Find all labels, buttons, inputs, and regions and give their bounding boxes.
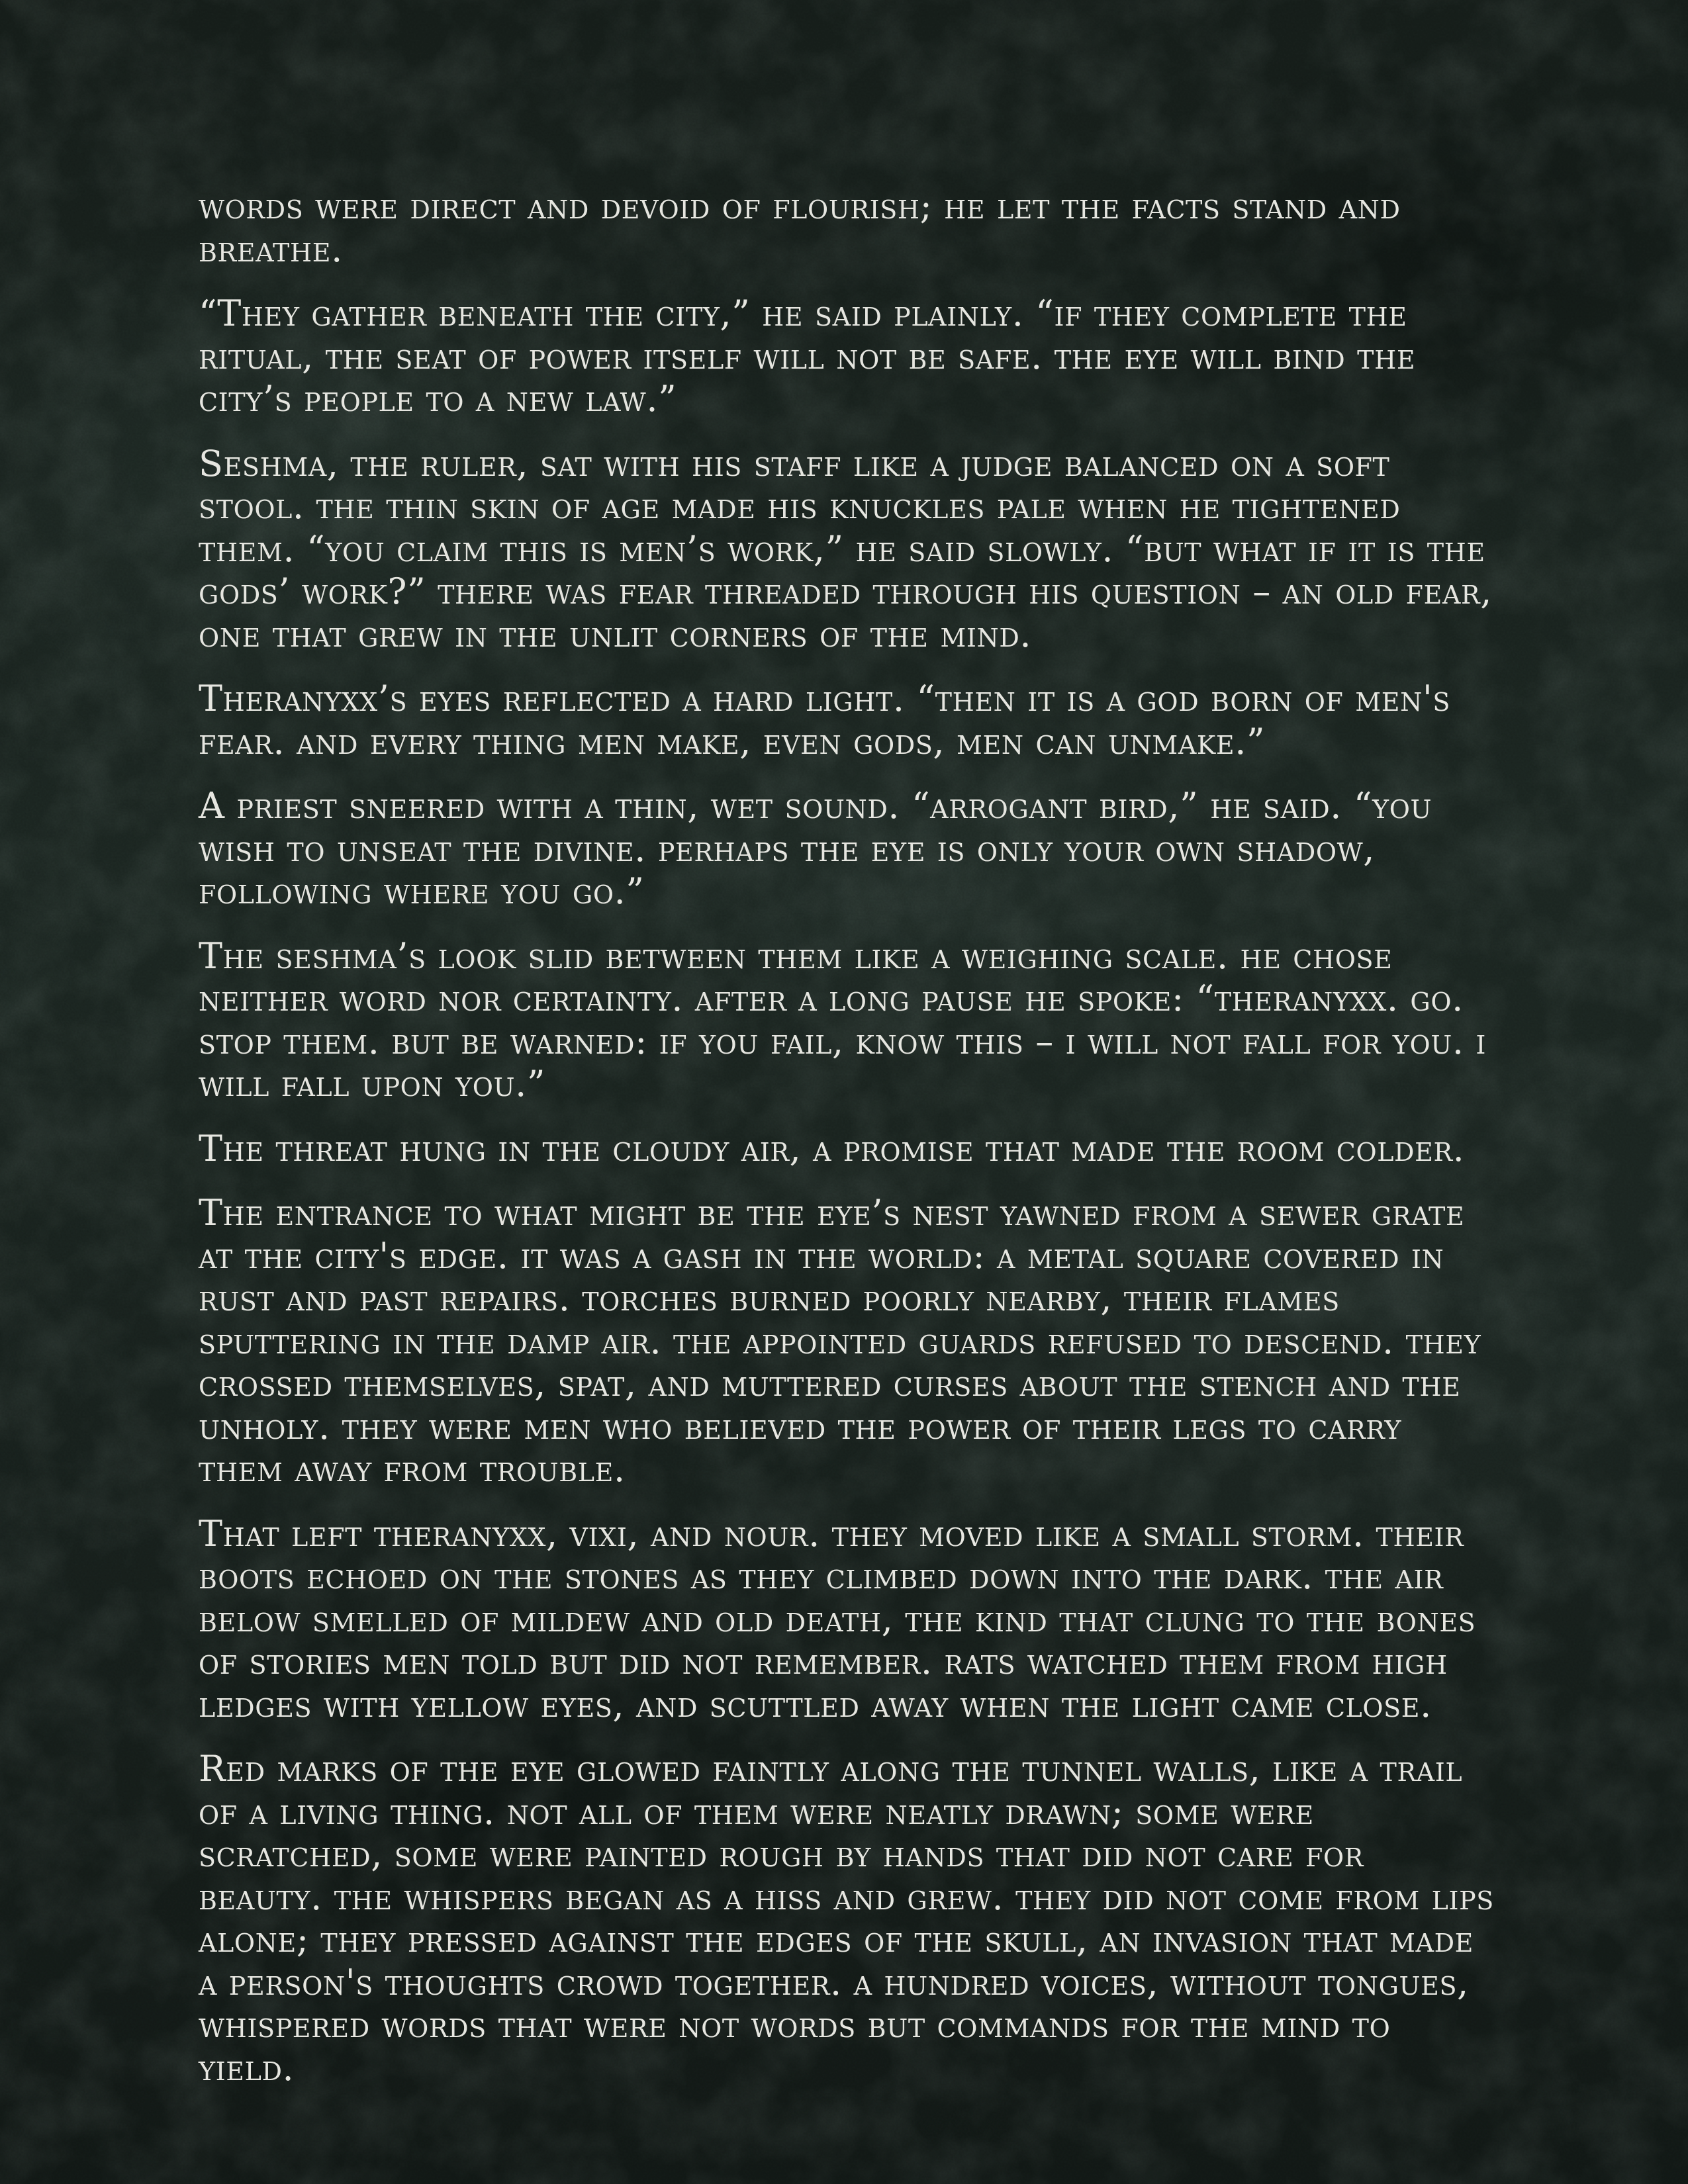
story-text-body <box>199 185 1496 2111</box>
paragraph-seshma-staff: Seshma, the ruler, sat with his staff like a judge balanced on a soft stool. the thin skin of age made his knuckles pale when he tightened them. “you claim this is men’s work,” he said slowly. “but what if it is the gods’ work?” there was fear threaded through his question – an old fear, one that grew in the unlit corners of the mind. <box>199 442 1492 655</box>
paragraph-theranyxx-eyes: Theranyxx’s eyes reflected a hard light. “then it is a god born of men's fear. and every thing men make, even gods, men can unmake.” <box>199 678 1451 762</box>
paragraph-red-marks: Red marks of the eye glowed faintly along the tunnel walls, like a trail of a living thing. not all of them were neatly drawn; some were scratched, some were painted rough by hands that did not care for beauty. the whispers began as a hiss and grew. they did not come from lips alone; they pressed against the edges of the skull, an invasion that made a person's thoughts crowd together. a hundred voices, without tongues, whispered words that were not words but commands for the mind to yield. <box>199 1748 1494 2089</box>
paragraph-sewer-entrance: The entrance to what might be the eye’s nest yawned from a sewer grate at the city's edge. it was a gash in the world: a metal square covered in rust and past repairs. torches burned poorly nearby, their flames sputtering in the damp air. the appointed guards refused to descend. they crossed themselves, spat, and muttered curses about the stench and the unholy. they were men who believed the power of their legs to carry them away from trouble. <box>199 1192 1481 1490</box>
paragraph-priest-sneer: A priest sneered with a thin, wet sound. “arrogant bird,” he said. “you wish to unseat the divine. perhaps the eye is only your own shadow, following where you go.” <box>199 785 1432 912</box>
paragraph-gather-beneath-city: “They gather beneath the city,” he said plainly. “if they complete the ritual, the seat of power itself will not be safe. the eye will bind the city’s people to a new law.” <box>199 293 1416 420</box>
paragraph-descent: That left theranyxx, vixi, and nour. they moved like a small storm. their boots echoed on the stones as they climbed down into the dark. the air below smelled of mildew and old death, the kind that clung to the bones of stories men told but did not remember. rats watched them from high ledges with yellow eyes, and scuttled away when the light came close. <box>199 1512 1476 1725</box>
paragraph-seshma-decision: The seshma’s look slid between them like a weighing scale. he chose neither word nor certainty. after a long pause he spoke: “theranyxx. go. stop them. but be warned: if you fail, know this – i will not fall for you. i will fall upon you.” <box>199 934 1487 1105</box>
paragraph-threat: The threat hung in the cloudy air, a promise that made the room colder. <box>199 1127 1465 1169</box>
paragraph-facts: words were direct and devoid of flourish; he let the facts stand and breathe. <box>199 185 1401 270</box>
